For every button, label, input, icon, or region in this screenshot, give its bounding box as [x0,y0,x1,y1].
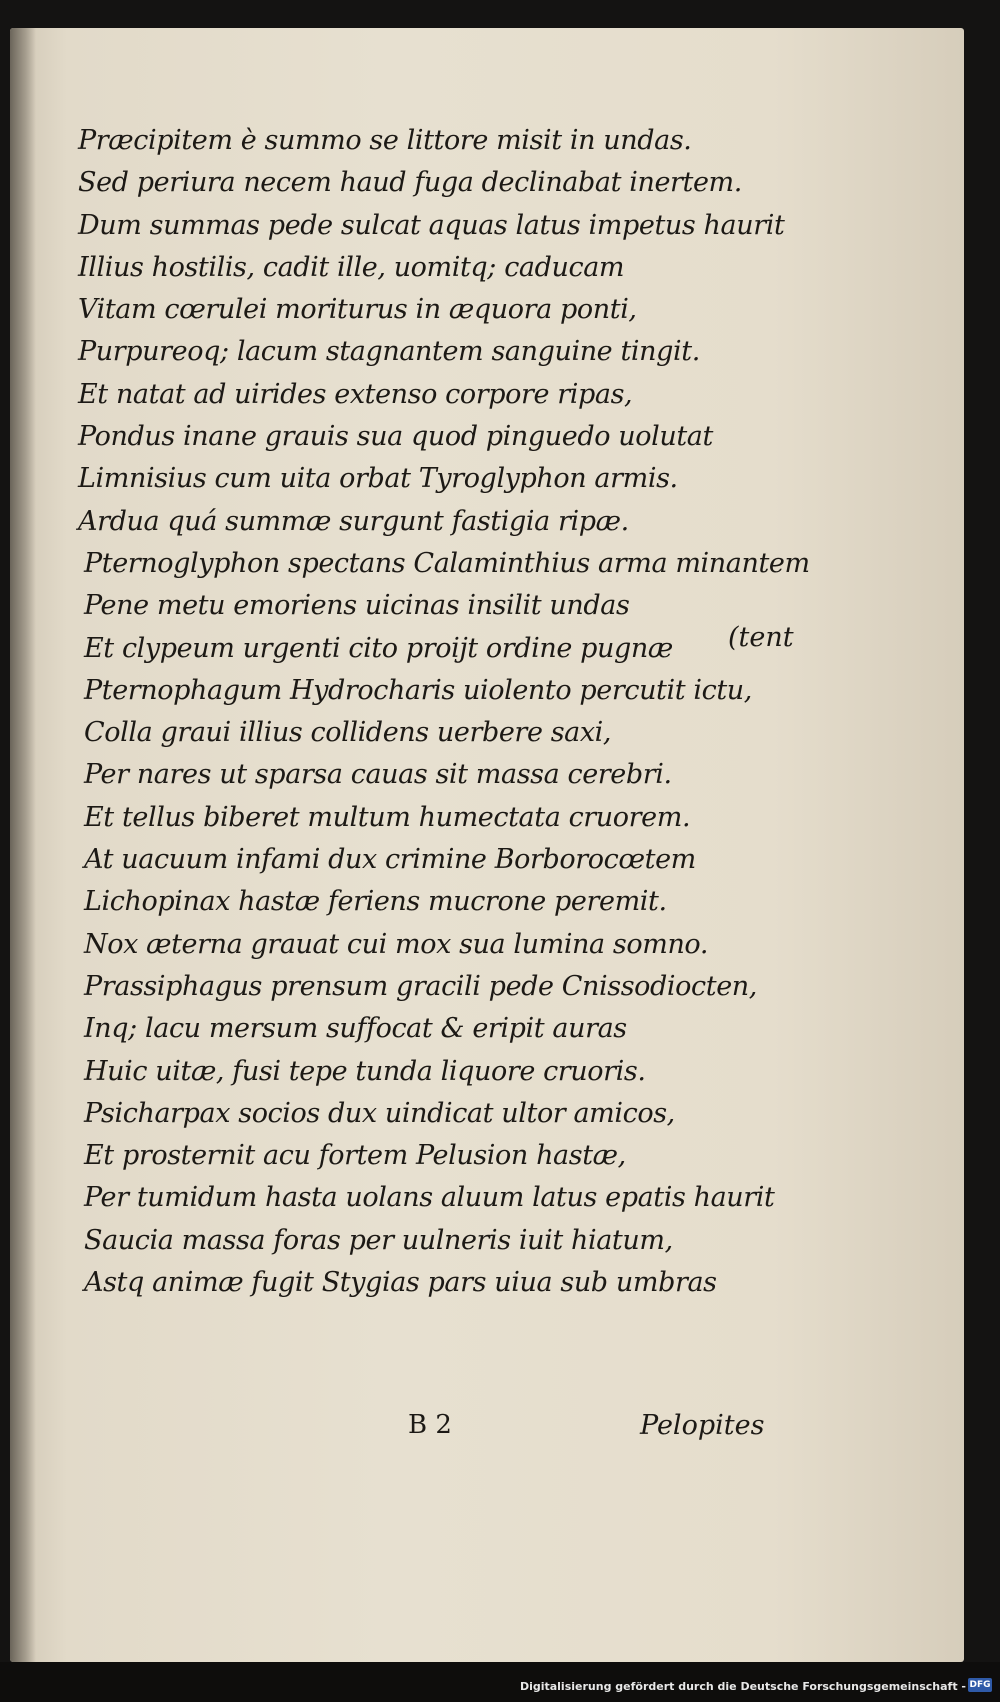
verse-line: Sed periura necem haud fuga declinabat inertem. [78,167,742,199]
dfg-logo: DFG [969,1680,991,1690]
verse-line: Limnisius cum uita orbat Tyroglyphon armis. [78,463,678,495]
verse-line: Saucia massa foras per uulneris iuit hiatum, [84,1224,673,1256]
verse-line: Pternoglyphon spectans Calaminthius arma minantem [84,547,810,579]
verse-line: Per nares ut sparsa cauas sit massa cerebri. [84,759,672,791]
verse-line: Nox æterna grauat cui mox sua lumina somno. [84,928,708,960]
verse-line: Ardua quá summæ surgunt fastigia ripæ. [78,505,629,537]
verse-line: Lichopinax hastæ feriens mucrone peremit. [84,886,667,918]
verse-line: Pene metu emoriens uicinas insilit undas [84,590,630,622]
turnover-mark: (tent [728,622,794,653]
verse-line: Huic uitæ, fusi tepe tunda liquore cruoris. [84,1055,646,1087]
verse-line: Per tumidum hasta uolans aluum latus epatis haurit [84,1182,775,1214]
verse-line: At uacuum infami dux crimine Borborocœtem [84,844,696,876]
verse-line: Psicharpax socios dux uindicat ultor amicos, [84,1097,675,1129]
verse-line: Pondus inane grauis sua quod pinguedo uolutat [78,421,713,453]
verse-line: Et tellus biberet multum humectata cruorem. [84,801,691,833]
book-page [10,28,964,1662]
verse-line: Colla graui illius collidens uerbere saxi, [84,717,612,749]
verse-line: Inq; lacu mersum suffocat & eripit auras [84,1013,627,1045]
verse-line: Et prosternit acu fortem Pelusion hastæ, [84,1140,626,1172]
digitization-credit: Digitalisierung gefördert durch die Deutsche Forschungsgemeinschaft - [519,1680,966,1693]
page-footer-line [78,1410,838,1450]
verse-line: Illius hostilis, cadit ille, uomitq; caducam [78,251,625,283]
verse-line: Prassiphagus prensum gracili pede Cnissodiocten, [84,970,757,1002]
verse-text-block [78,120,838,1441]
verse-line: Præcipitem è summo se littore misit in undas. [78,125,692,156]
verse-line: Pternophagum Hydrocharis uiolento percutit ictu, [84,674,752,706]
verse-line: Vitam cœrulei moriturus in æquora ponti, [78,294,637,326]
verse-line: Purpureoq; lacum stagnantem sanguine tingit. [78,336,700,368]
verse-line: Dum summas pede sulcat aquas latus impetus haurit [78,209,785,241]
verse-line: Et clypeum urgenti cito proijt ordine pugnæ [84,632,673,664]
verse-line: Astq animæ fugit Stygias pars uiua sub umbras [84,1267,717,1299]
catchword: Pelopites [640,1410,765,1441]
signature-mark: B 2 [408,1410,452,1440]
page-gutter [10,28,36,1662]
verse-line: Et natat ad uirides extenso corpore ripas, [78,378,633,410]
